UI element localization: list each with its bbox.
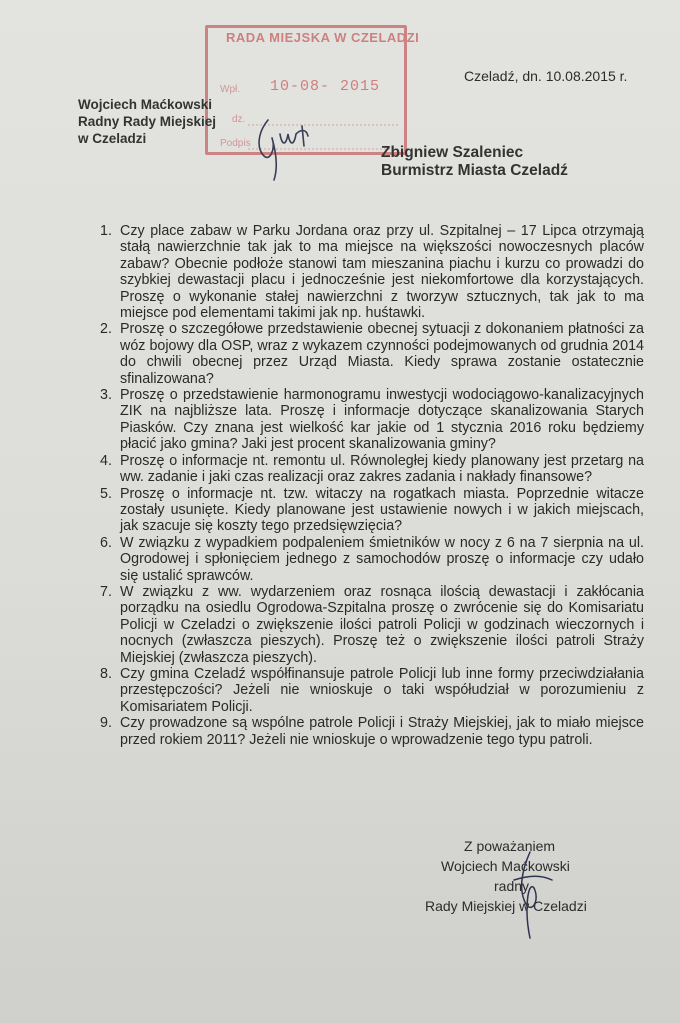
question-text: W związku z wypadkiem podpaleniem śmietników w nocy z 6 na 7 sierpnia na ul. Ogrodowej i spłonięciem jednego z samochodów proszę o informacje czy udało się ustalić sprawców. <box>120 534 644 584</box>
question-text: Proszę o informacje nt. remontu ul. Równoległej kiedy planowany jest przetarg na ww. zadanie i jaki czas realizacji oraz zakres zadania i nakłady finansowe? <box>120 452 644 486</box>
question-text: Czy place zabaw w Parku Jordana oraz przy ul. Szpitalnej – 17 Lipca otrzymają stałą nawierzchnie tak jak to ma miejsce na większości nowoczesnych placów zabaw? Obecnie podłoże stanowi tam mieszanina piachu i kurzu co prowadzi do szybkiej dewastacji placu i jednocześnie jest niekomfortowe dla korzystających. Proszę o wykonanie stałej nawierzchni z tworzyw sztucznych, tak jak to ma miejsce pod elementami takimi jak np. huśtawki. <box>120 223 644 322</box>
questions-list <box>92 223 644 748</box>
question-text: Proszę o informacje nt. tzw. witaczy na rogatkach miasta. Poprzednie witacze zostały usunięte. Kiedy planowane jest ustawienie nowych i w jakich miejscach, jak szacuje się koszty tego przedsięwzięcia? <box>120 485 644 535</box>
closing-block <box>420 836 620 916</box>
question-number: 1. <box>100 223 112 239</box>
sender-block <box>78 96 216 147</box>
question-item <box>92 486 644 535</box>
stamp-title: RADA MIEJSKA W CZELADZI <box>226 30 420 45</box>
question-text: Czy gmina Czeladź współfinansuje patrole Policji lub inne formy przeciwdziałania przestępczości? Jeżeli nie wnioskuje o taki współudział w porozumieniu z Komisariatem Policji. <box>120 665 644 715</box>
question-number: 7. <box>100 583 112 600</box>
question-number: 5. <box>100 485 112 502</box>
stamp-received-label: Wpł. <box>220 84 240 95</box>
closing-council: Rady Miejskiej w Czeladzi <box>425 898 587 914</box>
question-item <box>92 584 644 666</box>
stamp-dz-label: dz. <box>232 114 246 125</box>
question-text: Czy prowadzone są wspólne patrole Policji i Straży Miejskiej, jak to miało miejsce przed rokiem 2011? Jeżeli nie wnioskuje o wprowadzenie tego typu patroli. <box>120 715 644 748</box>
handwritten-signature <box>250 112 320 182</box>
recipient-block <box>381 144 568 180</box>
question-item <box>92 535 644 584</box>
recipient-name: Zbigniew Szaleniec <box>381 144 524 161</box>
question-item <box>92 321 644 387</box>
question-item <box>92 223 644 321</box>
question-number: 8. <box>100 665 112 682</box>
question-item <box>92 715 644 748</box>
recipient-title: Burmistrz Miasta Czeladź <box>381 162 568 179</box>
closing-name: Wojciech Maćkowski <box>441 858 570 874</box>
stamp-signature-label: Podpis <box>220 138 251 149</box>
question-item <box>92 453 644 486</box>
sender-city: w Czeladzi <box>78 131 147 146</box>
document-date: Czeladź, dn. 10.08.2015 r. <box>464 68 628 84</box>
question-number: 4. <box>100 452 112 469</box>
question-number: 3. <box>100 387 112 404</box>
sender-name: Wojciech Maćkowski <box>78 97 213 112</box>
question-item <box>92 387 644 453</box>
closing-signature <box>500 850 560 940</box>
question-number: 6. <box>100 534 112 551</box>
question-item <box>92 666 644 715</box>
question-number: 2. <box>100 321 112 338</box>
question-text: Proszę o przedstawienie harmonogramu inwestycji wodociągowo-kanalizacyjnych ZIK na najbliższe lata. Proszę i informacje dotyczące skanalizowania Starych Piasków. Czy znana jest wielkość kar jakie od 1 stycznia 2016 roku będziemy płacić jako gmina? Jaki jest procent skanalizowania gminy? <box>120 387 644 453</box>
closing-salutation: Z poważaniem <box>464 838 556 854</box>
question-text: W związku z ww. wydarzeniem oraz rosnąca ilością dewastacji i zakłócania porządku na osiedlu Ogrodowa-Szpitalna proszę o zwrócenie się do Komisariatu Policji w Czeladzi o zwiększenie ilości patroli Policji w godzinach wieczornych i nocnych (zwłaszcza pieszych). Proszę też o zwiększenie ilości patroli Straży Miejskiej (zwłaszcza pieszych). <box>120 583 644 666</box>
stamp-date: 10-08- 2015 <box>270 78 381 95</box>
sender-title: Radny Rady Miejskiej <box>78 114 217 129</box>
closing-role: radny <box>494 878 530 894</box>
question-text: Proszę o szczegółowe przedstawienie obecnej sytuacji z dokonaniem płatności za wóz bojowy dla OSP, wraz z wykazem czynności podejmowanych od grudnia 2014 do chwili obecnej przez Urząd Miasta. Kiedy sprawa zostanie ostatecznie sfinalizowana? <box>120 321 644 387</box>
question-number: 9. <box>100 715 112 732</box>
